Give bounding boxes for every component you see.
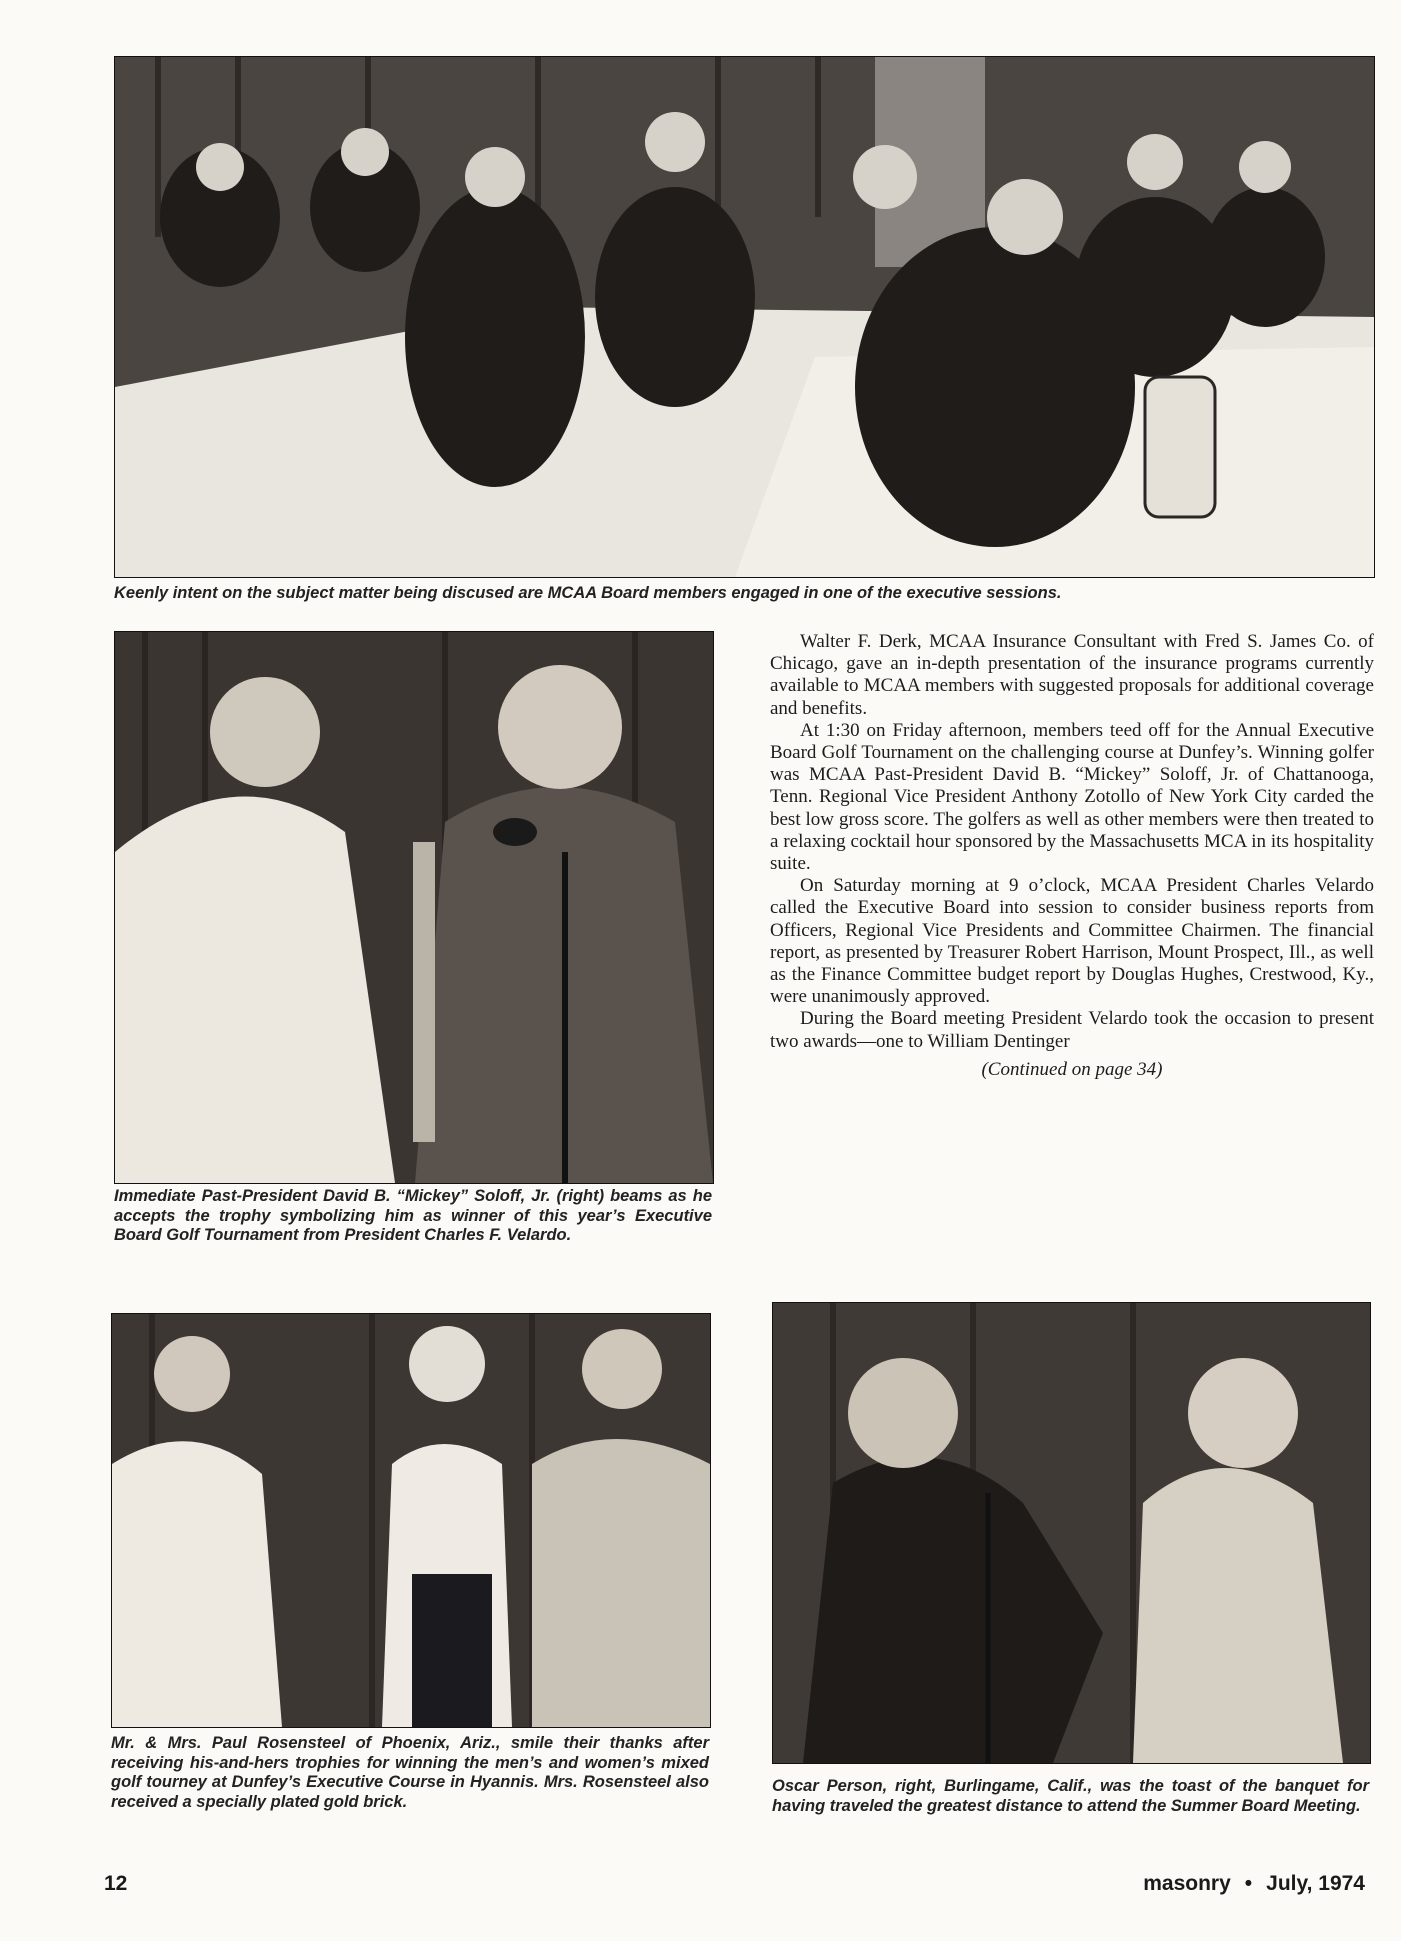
photo-board-meeting [114,56,1375,578]
article-body [770,631,1374,1081]
photo-golf-trophy [114,631,714,1184]
article-paragraph: On Saturday morning at 9 o’clock, MCAA President Charles Velardo called the Executive Board into session to consider business reports from Officers, Regional Vice Presidents and Committee Chairmen. The financial report, as presented by Treasurer Robert Harrison, Mount Prospect, Ill., as well as the Finance Committee budget report by Douglas Hughes, Crestwood, Ky., were unanimously approved. [770,875,1374,1008]
photo-rosensteel [111,1313,711,1728]
golf-trophy-image [115,632,713,1183]
page-number: 12 [104,1872,128,1895]
article-paragraph: Walter F. Derk, MCAA Insurance Consultant with Fred S. James Co. of Chicago, gave an in-depth presentation of the insurance programs currently available to MCAA members with suggested proposals for additional coverage and benefits. [770,631,1374,719]
caption-rosensteel: Mr. & Mrs. Paul Rosensteel of Phoenix, Ariz., smile their thanks after receiving his-and-hers trophies for winning the men’s and women’s mixed golf tourney at Dunfey’s Executive Course in Hyannis. Mrs. Rosensteel also received a specially plated gold brick. [111,1734,709,1811]
footer-separator: • [1244,1872,1253,1895]
publication-name: masonry [1143,1872,1231,1895]
caption-golf-trophy: Immediate Past-President David B. “Mickey” Soloff, Jr. (right) beams as he accepts the trophy symbolizing him as winner of this year’s Executive Board Golf Tournament from President Charles F. Velardo. [114,1187,712,1244]
footer-publication-info [1143,1872,1365,1896]
caption-board-meeting: Keenly intent on the subject matter being discused are MCAA Board members engaged in one of the executive sessions. [114,584,1062,602]
article-paragraph: During the Board meeting President Velardo took the occasion to present two awards—one to William Dentinger [770,1008,1374,1052]
article-paragraph: At 1:30 on Friday afternoon, members teed off for the Annual Executive Board Golf Tournament on the challenging course at Dunfey’s. Winning golfer was MCAA Past-President David B. “Mickey” Soloff, Jr. of Chattanooga, Tenn. Regional Vice President Anthony Zotollo of New York City carded the best low gross score. The golfers as well as other members were then treated to a relaxing cocktail hour sponsored by the Massachusetts MCA in its hospitality suite. [770,719,1374,875]
board-meeting-image [115,57,1374,577]
oscar-person-image [773,1303,1370,1763]
photo-oscar-person [772,1302,1371,1764]
rosensteel-image [112,1314,710,1727]
issue-date: July, 1974 [1266,1872,1365,1895]
continued-note: (Continued on page 34) [981,1058,1163,1080]
caption-oscar-person: Oscar Person, right, Burlingame, Calif., was the toast of the banquet for having traveled the greatest distance to attend the Summer Board Meeting. [772,1777,1369,1815]
